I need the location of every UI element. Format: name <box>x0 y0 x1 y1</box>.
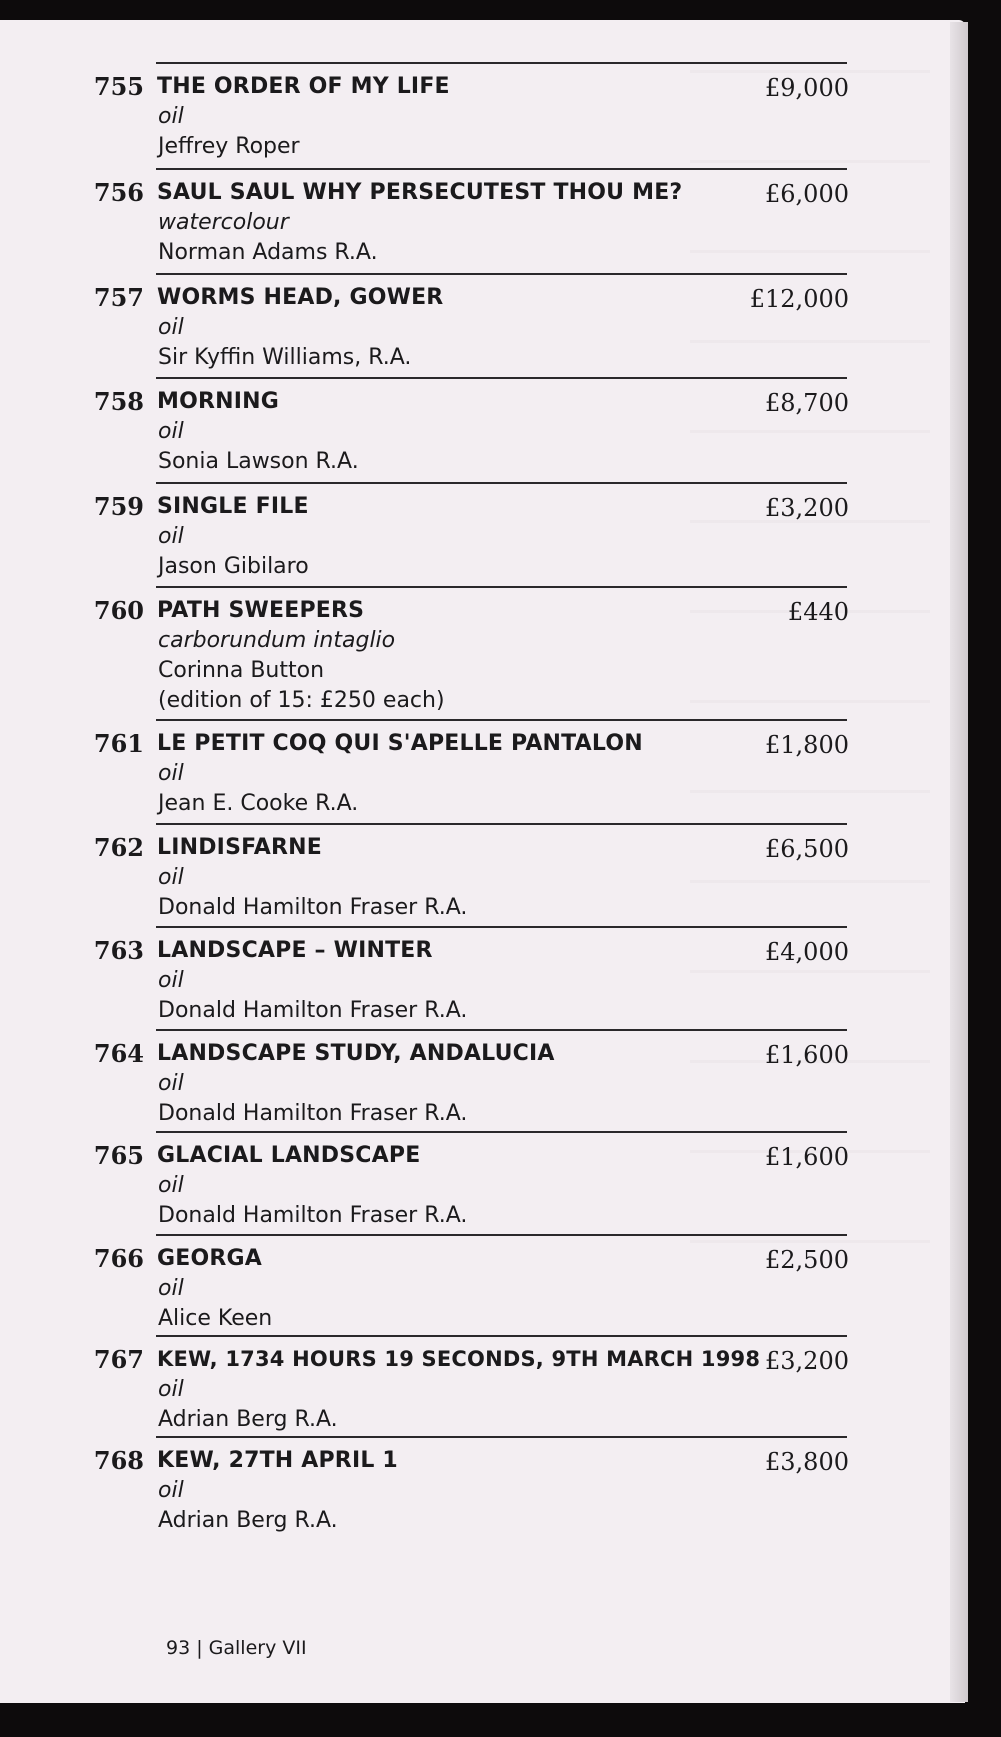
entry-artist: Alice Keen <box>158 1306 273 1331</box>
catalogue-entry <box>0 62 1001 166</box>
entry-title: SAUL SAUL WHY PERSECUTEST THOU ME? <box>157 180 683 205</box>
entry-divider <box>156 719 847 721</box>
catalogue-entry <box>0 482 1001 586</box>
entry-medium: oil <box>158 1173 184 1198</box>
entry-title: PATH SWEEPERS <box>157 598 365 623</box>
catalogue-entry <box>0 1436 1001 1540</box>
entry-number: 767 <box>93 1345 144 1374</box>
entry-divider <box>156 168 847 170</box>
entry-artist: Jason Gibilaro <box>158 554 309 579</box>
entry-price: £9,000 <box>765 74 849 102</box>
entry-artist: Jean E. Cooke R.A. <box>158 791 359 816</box>
entry-artist: Adrian Berg R.A. <box>158 1407 338 1432</box>
entry-number: 762 <box>93 833 144 862</box>
entry-number: 765 <box>93 1141 144 1170</box>
entry-medium: oil <box>158 968 184 993</box>
entry-price: £6,500 <box>765 835 849 863</box>
entry-number: 768 <box>93 1446 144 1475</box>
catalogue-entry <box>0 823 1001 927</box>
entry-divider <box>156 926 847 928</box>
entry-title: GLACIAL LANDSCAPE <box>157 1143 421 1168</box>
entry-divider <box>156 377 847 379</box>
entry-price: £1,800 <box>765 731 849 759</box>
entry-artist: Norman Adams R.A. <box>158 240 378 265</box>
entry-number: 758 <box>93 387 144 416</box>
entry-number: 755 <box>93 72 144 101</box>
page-footer: 93 | Gallery VII <box>166 1637 307 1659</box>
entry-price: £12,000 <box>749 285 849 313</box>
entry-medium: oil <box>158 104 184 129</box>
entry-number: 756 <box>93 178 144 207</box>
entry-medium: oil <box>158 524 184 549</box>
entry-divider <box>156 1436 847 1438</box>
entry-medium: oil <box>158 761 184 786</box>
catalogue-entry <box>0 377 1001 481</box>
entry-title: GEORGA <box>157 1246 263 1271</box>
catalogue-entry <box>0 168 1001 272</box>
entry-medium: oil <box>158 1478 184 1503</box>
catalogue-entry <box>0 926 1001 1030</box>
entry-title: THE ORDER OF MY LIFE <box>157 74 450 99</box>
entry-edition-note: (edition of 15: £250 each) <box>158 688 445 713</box>
catalogue-entry <box>0 273 1001 377</box>
entry-price: £6,000 <box>765 180 849 208</box>
entry-price: £8,700 <box>765 389 849 417</box>
catalogue-entry <box>0 1335 1001 1439</box>
entry-title: SINGLE FILE <box>157 494 309 519</box>
entry-medium: oil <box>158 1071 184 1096</box>
entry-artist: Sir Kyffin Williams, R.A. <box>158 345 412 370</box>
catalogue-entry <box>0 1131 1001 1235</box>
entry-number: 760 <box>93 596 144 625</box>
entry-medium: watercolour <box>158 210 289 235</box>
entry-price: £2,500 <box>765 1246 849 1274</box>
entry-medium: oil <box>158 865 184 890</box>
entry-title: WORMS HEAD, GOWER <box>157 285 444 310</box>
entry-title: LINDISFARNE <box>157 835 323 860</box>
entry-artist: Corinna Button <box>158 658 325 683</box>
entry-medium: oil <box>158 419 184 444</box>
entry-medium: oil <box>158 1276 184 1301</box>
entry-number: 766 <box>93 1244 144 1273</box>
entry-artist: Sonia Lawson R.A. <box>158 449 359 474</box>
entry-price: £3,200 <box>765 1347 849 1375</box>
entry-divider <box>156 273 847 275</box>
entry-price: £1,600 <box>765 1041 849 1069</box>
entry-title: LANDSCAPE – WINTER <box>157 938 433 963</box>
entry-medium: carborundum intaglio <box>158 628 396 653</box>
entry-divider <box>156 823 847 825</box>
entry-number: 757 <box>93 283 144 312</box>
entry-artist: Donald Hamilton Fraser R.A. <box>158 895 468 920</box>
entry-medium: oil <box>158 315 184 340</box>
entry-title: KEW, 27TH APRIL 1 <box>157 1448 398 1473</box>
entry-divider <box>156 62 847 64</box>
entry-divider <box>156 586 847 588</box>
catalogue-entry <box>0 719 1001 823</box>
entry-number: 763 <box>93 936 144 965</box>
entry-artist: Jeffrey Roper <box>158 134 300 159</box>
entry-price: £440 <box>787 598 849 626</box>
entry-number: 759 <box>93 492 144 521</box>
entry-number: 764 <box>93 1039 144 1068</box>
entry-artist: Donald Hamilton Fraser R.A. <box>158 1203 468 1228</box>
entry-medium: oil <box>158 1377 184 1402</box>
entry-title: LANDSCAPE STUDY, ANDALUCIA <box>157 1041 555 1066</box>
entry-artist: Donald Hamilton Fraser R.A. <box>158 1101 468 1126</box>
entry-divider <box>156 1131 847 1133</box>
entry-divider <box>156 1335 847 1337</box>
catalogue-entry <box>0 586 1001 718</box>
catalogue-entry <box>0 1234 1001 1338</box>
entry-divider <box>156 1029 847 1031</box>
entry-price: £1,600 <box>765 1143 849 1171</box>
entry-divider <box>156 482 847 484</box>
entry-price: £3,200 <box>765 494 849 522</box>
entry-title: MORNING <box>157 389 280 414</box>
entry-title: LE PETIT COQ QUI S'APELLE PANTALON <box>157 731 643 756</box>
entry-artist: Adrian Berg R.A. <box>158 1508 338 1533</box>
catalogue-entry <box>0 1029 1001 1133</box>
entry-price: £3,800 <box>765 1448 849 1476</box>
entry-price: £4,000 <box>765 938 849 966</box>
entry-artist: Donald Hamilton Fraser R.A. <box>158 998 468 1023</box>
entry-divider <box>156 1234 847 1236</box>
entry-title: KEW, 1734 HOURS 19 SECONDS, 9TH MARCH 1998 <box>157 1347 761 1371</box>
entry-number: 761 <box>93 729 144 758</box>
